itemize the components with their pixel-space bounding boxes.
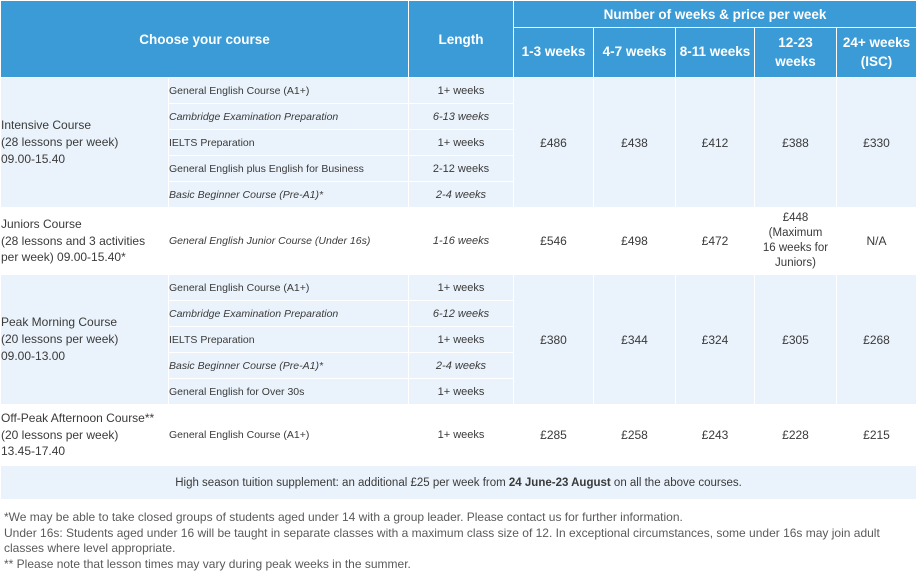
header-week-col: 1-3 weeks xyxy=(514,28,594,78)
footnote-lesson-times: ** Please note that lesson times may vary during peak weeks in the summer. xyxy=(4,556,411,571)
course-name: General English plus English for Business xyxy=(169,156,409,182)
supplement-text-end: on all the above courses. xyxy=(610,476,742,489)
price-cell: £228 xyxy=(755,405,837,466)
course-block-label: Off-Peak Afternoon Course** (20 lessons per week) 13.45-17.40 xyxy=(1,405,169,466)
price-cell: £268 xyxy=(837,275,916,405)
price-cell: £498 xyxy=(594,208,676,275)
course-name: General English Course (A1+) xyxy=(169,405,409,466)
price-cell: £243 xyxy=(676,405,755,466)
course-name: General English Course (A1+) xyxy=(169,275,409,301)
header-week-col: 12-23 weeks xyxy=(755,28,837,78)
price-cell: £412 xyxy=(676,78,755,208)
price-cell: N/A xyxy=(837,208,916,275)
price-cell: £344 xyxy=(594,275,676,405)
price-cell: £305 xyxy=(755,275,837,405)
footnote-closed-groups: *We may be able to take closed groups of students aged under 14 with a group leader. Please contact us for further information. xyxy=(4,510,683,524)
footnotes xyxy=(0,500,916,572)
price-cell: £285 xyxy=(514,405,594,466)
course-length: 6-12 weeks xyxy=(409,301,514,327)
price-cell: £215 xyxy=(837,405,916,466)
price-cell: £330 xyxy=(837,78,916,208)
course-length: 2-4 weeks xyxy=(409,182,514,208)
header-choose-course: Choose your course xyxy=(1,1,409,78)
price-cell: £258 xyxy=(594,405,676,466)
course-name: Basic Beginner Course (Pre-A1)* xyxy=(169,353,409,379)
footnote-under-16s: Under 16s: Students aged under 16 will be taught in separate classes with a maximum class size of 12. In exceptional circumstances, some under 16s may join adult classes where level appropriate. xyxy=(4,525,880,556)
course-name: General English for Over 30s xyxy=(169,379,409,405)
header-length: Length xyxy=(409,1,514,78)
course-row xyxy=(1,78,916,104)
course-length: 2-4 weeks xyxy=(409,353,514,379)
supplement-text: High season tuition supplement: an additional £25 per week from xyxy=(175,476,509,489)
course-length: 1+ weeks xyxy=(409,379,514,405)
course-row xyxy=(1,405,916,466)
course-block-label: Juniors Course (28 lessons and 3 activities per week) 09.00-15.40* xyxy=(1,208,169,275)
course-name: Cambridge Examination Preparation xyxy=(169,104,409,130)
price-cell: £380 xyxy=(514,275,594,405)
price-cell: £324 xyxy=(676,275,755,405)
price-cell: £388 xyxy=(755,78,837,208)
price-cell: £546 xyxy=(514,208,594,275)
course-length: 2-12 weeks xyxy=(409,156,514,182)
course-length: 1+ weeks xyxy=(409,327,514,353)
supplement-dates: 24 June-23 August xyxy=(508,476,611,489)
course-name: General English Junior Course (Under 16s) xyxy=(169,208,409,275)
course-row xyxy=(1,208,916,275)
price-cell: £472 xyxy=(676,208,755,275)
course-name: Basic Beginner Course (Pre-A1)* xyxy=(169,182,409,208)
course-block-label: Peak Morning Course (20 lessons per week) 09.00-13.00 xyxy=(1,275,169,405)
header-week-col: 8-11 weeks xyxy=(676,28,755,78)
header-week-col: 24+ weeks (ISC) xyxy=(837,28,916,78)
course-length: 1+ weeks xyxy=(409,275,514,301)
course-name: General English Course (A1+) xyxy=(169,78,409,104)
high-season-supplement xyxy=(1,466,916,500)
course-length: 6-13 weeks xyxy=(409,104,514,130)
course-name: Cambridge Examination Preparation xyxy=(169,301,409,327)
header-week-col: 4-7 weeks xyxy=(594,28,676,78)
course-block-label: Intensive Course (28 lessons per week) 09.00-15.40 xyxy=(1,78,169,208)
course-name: IELTS Preparation xyxy=(169,327,409,353)
course-length: 1+ weeks xyxy=(409,405,514,466)
header-weeks-price: Number of weeks & price per week xyxy=(514,1,916,28)
course-name: IELTS Preparation xyxy=(169,130,409,156)
price-cell: £448 (Maximum 16 weeks for Juniors) xyxy=(755,208,837,275)
course-length: 1+ weeks xyxy=(409,130,514,156)
course-length: 1-16 weeks xyxy=(409,208,514,275)
price-cell: £486 xyxy=(514,78,594,208)
course-length: 1+ weeks xyxy=(409,78,514,104)
price-cell: £438 xyxy=(594,78,676,208)
course-row xyxy=(1,275,916,301)
